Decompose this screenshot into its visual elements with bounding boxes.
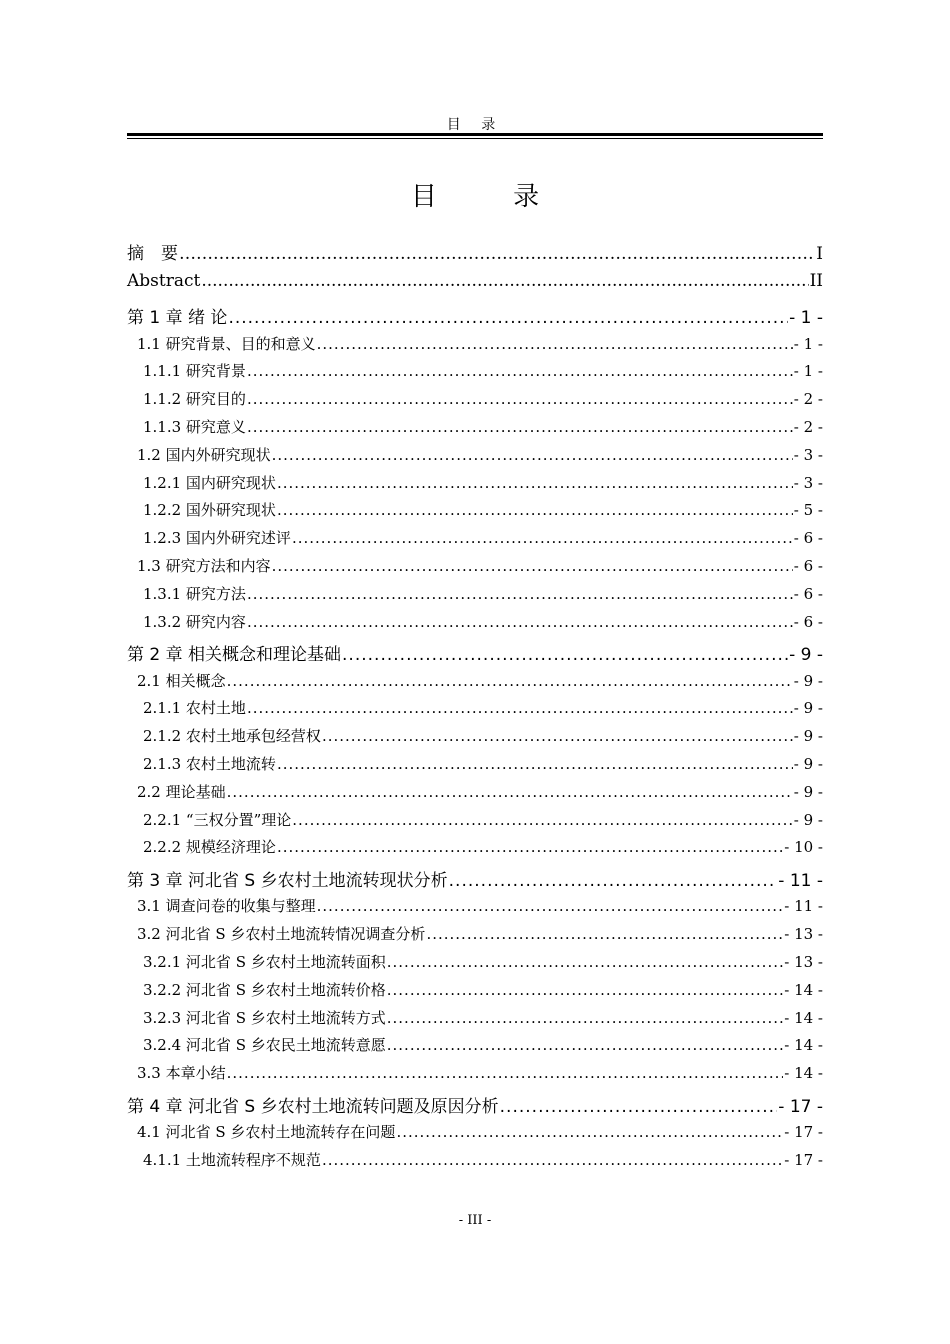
page-number: - III -: [458, 1213, 492, 1228]
toc-subsection-entry[interactable]: [127, 725, 823, 753]
header-rule-thin: [127, 138, 823, 139]
toc-dot-leader: [322, 1151, 783, 1169]
toc-entry-label: 1.2.2 国外研究现状: [143, 501, 276, 520]
toc-entry-label: 3.3 本章小结: [137, 1064, 226, 1083]
header-rule-thick: [127, 133, 823, 136]
toc-chapter-entry[interactable]: [127, 640, 823, 668]
toc-entry-label: 2.1.1 农村土地: [143, 699, 246, 718]
toc-chapter-entry[interactable]: [127, 1092, 823, 1120]
toc-entry-label: 1.3.2 研究内容: [143, 612, 246, 631]
toc-dot-leader: [292, 811, 793, 829]
toc-chapter-entry[interactable]: [127, 303, 823, 331]
toc-subsection-entry[interactable]: [127, 499, 823, 527]
toc-chapter-entry[interactable]: [127, 866, 823, 894]
toc-dot-leader: [179, 244, 815, 264]
toc-section-entry[interactable]: [127, 670, 823, 698]
toc-subsection-entry[interactable]: [127, 416, 823, 444]
toc-entry-label: 2.2.2 规模经济理论: [143, 838, 276, 857]
toc-entry-page-number: - 1 -: [789, 308, 823, 328]
toc-dot-leader: [449, 871, 778, 891]
toc-subsection-entry[interactable]: [127, 1034, 823, 1062]
toc-entry-label: 1.2 国内外研究现状: [137, 445, 271, 464]
toc-entry-page-number: I: [816, 244, 823, 264]
toc-dot-leader: [227, 783, 793, 801]
toc-dot-leader: [387, 1009, 783, 1027]
toc-entry-label: 2.2 理论基础: [137, 782, 226, 801]
toc-entry-page-number: - 2 -: [793, 390, 823, 409]
toc-entry-label: 3.2.1 河北省 S 乡农村土地流转面积: [143, 952, 386, 971]
toc-subsection-entry[interactable]: [127, 951, 823, 979]
toc-entry-label: 第 4 章 河北省 S 乡农村土地流转问题及原因分析: [127, 1096, 499, 1117]
toc-entry-page-number: - 14 -: [784, 1064, 823, 1083]
toc-entry-label: 2.1 相关概念: [137, 671, 226, 690]
toc-dot-leader: [292, 529, 793, 547]
toc-entry-page-number: - 13 -: [784, 925, 823, 944]
toc-entry-label: 3.1 调查问卷的收集与整理: [137, 897, 316, 916]
toc-entry-page-number: - 14 -: [784, 1036, 823, 1055]
toc-entry-label: 1.3 研究方法和内容: [137, 556, 271, 575]
toc-entry-page-number: - 9 -: [789, 645, 823, 665]
toc-dot-leader: [247, 613, 793, 631]
toc-dot-leader: [247, 418, 793, 436]
running-header: 目 录: [446, 117, 504, 133]
toc-entry-label: 第 1 章 绪 论: [127, 308, 228, 328]
toc-entry-label: 1.1.3 研究意义: [143, 417, 246, 436]
toc-entry-label: 2.1.2 农村土地承包经营权: [143, 727, 321, 746]
toc-entry-page-number: - 11 -: [784, 897, 823, 916]
toc-dot-leader: [396, 1123, 783, 1141]
toc-dot-leader: [387, 1036, 783, 1054]
toc-subsection-entry[interactable]: [127, 836, 823, 864]
toc-dot-leader: [247, 362, 793, 380]
toc-entry-label: 3.2 河北省 S 乡农村土地流转情况调查分析: [137, 925, 426, 944]
toc-subsection-entry[interactable]: [127, 388, 823, 416]
toc-entry-label: 1.1.1 研究背景: [143, 362, 246, 381]
toc-subsection-entry[interactable]: [127, 583, 823, 611]
toc-entry-page-number: - 1 -: [793, 334, 823, 353]
toc-entry-page-number: - 17 -: [784, 1123, 823, 1142]
toc-section-entry[interactable]: [127, 1062, 823, 1090]
toc-entry-page-number: - 14 -: [784, 980, 823, 999]
toc-entry-page-number: - 1 -: [793, 362, 823, 381]
toc-entry-label: 2.2.1 “三权分置”理论: [143, 810, 292, 829]
toc-section-entry[interactable]: [127, 895, 823, 923]
toc-dot-leader: [227, 1064, 784, 1082]
toc-dot-leader: [317, 897, 784, 915]
toc-entry-label: 第 3 章 河北省 S 乡农村土地流转现状分析: [127, 870, 448, 891]
toc-dot-leader: [247, 585, 793, 603]
toc-entry-page-number: - 9 -: [793, 671, 823, 690]
toc-section-entry[interactable]: [127, 923, 823, 951]
toc-entry-page-number: - 17 -: [784, 1150, 823, 1169]
toc-subsection-entry[interactable]: [127, 611, 823, 639]
toc-entry-page-number: II: [809, 271, 823, 291]
toc-entry-page-number: - 6 -: [793, 556, 823, 575]
toc-subsection-entry[interactable]: [127, 527, 823, 555]
toc-entry-page-number: - 2 -: [793, 417, 823, 436]
toc-entry-label: 1.2.1 国内研究现状: [143, 473, 276, 492]
toc-dot-leader: [272, 557, 793, 575]
toc-dot-leader: [227, 672, 793, 690]
toc-dot-leader: [277, 474, 793, 492]
toc-entry-page-number: - 9 -: [793, 754, 823, 773]
toc-dot-leader: [500, 1097, 778, 1117]
toc-entry-page-number: - 9 -: [793, 810, 823, 829]
toc-subsection-entry[interactable]: [127, 697, 823, 725]
toc-entry-label: 3.2.2 河北省 S 乡农村土地流转价格: [143, 980, 386, 999]
toc-dot-leader: [317, 335, 793, 353]
toc-entry-page-number: - 17 -: [778, 1096, 823, 1117]
toc-dot-leader: [426, 925, 783, 943]
toc-entry-page-number: - 6 -: [793, 584, 823, 603]
toc-subsection-entry[interactable]: [127, 753, 823, 781]
toc-dot-leader: [277, 501, 793, 519]
toc-chapter-entry[interactable]: [127, 271, 823, 299]
toc-dot-leader: [277, 838, 783, 856]
toc-entry-page-number: - 13 -: [784, 952, 823, 971]
toc-entry-page-number: - 10 -: [784, 838, 823, 857]
toc-entry-page-number: - 9 -: [793, 782, 823, 801]
toc-subsection-entry[interactable]: [127, 809, 823, 837]
toc-section-entry[interactable]: [127, 444, 823, 472]
toc-dot-leader: [387, 981, 783, 999]
toc-dot-leader: [272, 446, 793, 464]
toc-dot-leader: [201, 271, 808, 291]
toc-entry-page-number: - 14 -: [784, 1008, 823, 1027]
toc-entry-page-number: - 3 -: [793, 445, 823, 464]
toc-entry-page-number: - 9 -: [793, 699, 823, 718]
toc-section-entry[interactable]: [127, 1121, 823, 1149]
toc-entry-label: 2.1.3 农村土地流转: [143, 754, 276, 773]
toc-subsection-entry[interactable]: [127, 979, 823, 1007]
toc-entry-page-number: - 6 -: [793, 529, 823, 548]
toc-dot-leader: [228, 308, 788, 328]
toc-dot-leader: [247, 699, 793, 717]
toc-entry-label: Abstract: [127, 271, 201, 291]
toc-section-entry[interactable]: [127, 781, 823, 809]
toc-entry-page-number: - 11 -: [778, 870, 823, 891]
toc-entry-label: 1.3.1 研究方法: [143, 584, 246, 603]
toc-entry-label: 3.2.4 河北省 S 乡农民土地流转意愿: [143, 1036, 386, 1055]
toc-chapter-entry[interactable]: [127, 239, 823, 267]
toc-entry-page-number: - 9 -: [793, 727, 823, 746]
toc-entry-page-number: - 6 -: [793, 612, 823, 631]
toc-entry-label: 3.2.3 河北省 S 乡农村土地流转方式: [143, 1008, 386, 1027]
toc-dot-leader: [277, 755, 793, 773]
toc-dot-leader: [247, 390, 793, 408]
toc-section-entry[interactable]: [127, 333, 823, 361]
toc-dot-leader: [342, 645, 788, 665]
toc-entry-label: 1.1 研究背景、目的和意义: [137, 334, 316, 353]
toc-entry-label: 1.1.2 研究目的: [143, 390, 246, 409]
toc-subsection-entry[interactable]: [127, 1149, 823, 1177]
toc-subsection-entry[interactable]: [127, 360, 823, 388]
toc-entry-label: 4.1.1 土地流转程序不规范: [143, 1150, 321, 1169]
toc-dot-leader: [322, 727, 793, 745]
toc-entry-label: 摘 要: [127, 244, 178, 264]
toc-subsection-entry[interactable]: [127, 472, 823, 500]
toc-entry-label: 1.2.3 国内外研究述评: [143, 529, 291, 548]
page-title: 目 录: [410, 182, 574, 212]
toc-dot-leader: [387, 953, 783, 971]
toc-entry-label: 第 2 章 相关概念和理论基础: [127, 645, 342, 665]
toc-entry-page-number: - 5 -: [793, 501, 823, 520]
toc-entry-page-number: - 3 -: [793, 473, 823, 492]
toc-section-entry[interactable]: [127, 555, 823, 583]
toc-entry-label: 4.1 河北省 S 乡农村土地流转存在问题: [137, 1123, 396, 1142]
toc-subsection-entry[interactable]: [127, 1007, 823, 1035]
